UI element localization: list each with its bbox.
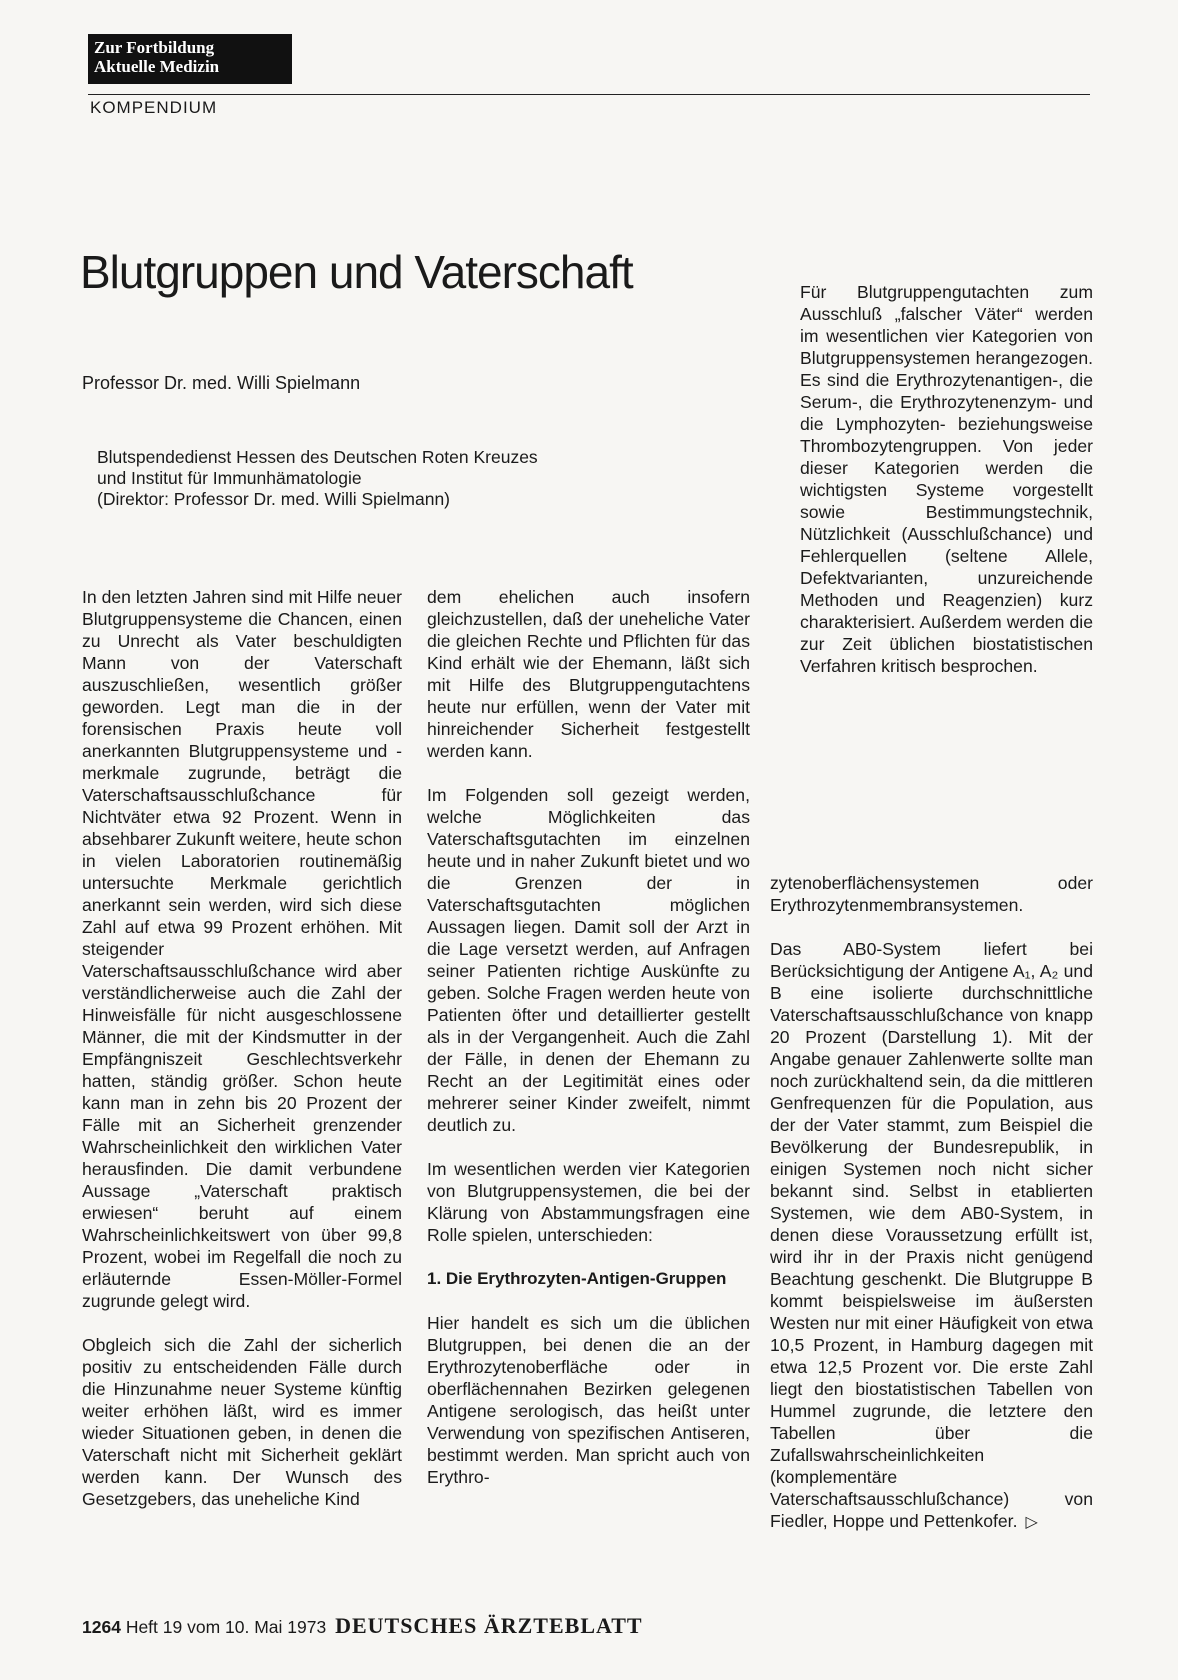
badge-line-2: Aktuelle Medizin bbox=[94, 57, 220, 76]
paragraph: In den letzten Jahren sind mit Hilfe neuer Blutgruppensysteme die Chancen, einen zu Unrecht als Vater beschuldigten Mann von der Vaterschaft auszuschließen, wesentlich größer geworden. Legt man die in der forensischen Praxis heute voll anerkannten Blutgruppensysteme und -merkmale zugrunde, beträgt die Vaterschaftsausschlußchance für Nichtväter etwa 92 Prozent. Wenn in absehbarer Zukunft weitere, heute schon in vielen Laboratorien routinemäßig untersuchte Merkmale gerichtlich anerkannt sein werden, wird sich diese Zahl auf etwa 99 Prozent erhöhen. Mit steigender Vaterschaftsausschlußchance wird aber verständlicherweise auch die Zahl der Hinweisfälle für nicht ausgeschlossene Männer, die mit der Kindsmutter in der Empfängniszeit Geschlechtsverkehr hatten, ständig größer. Schon heute kann man in zehn bis 20 Prozent der Fälle mit an Sicherheit grenzender Wahrscheinlichkeit den wirklichen Vater herausfinden. Die damit verbundene Aussage „Vaterschaft praktisch erwiesen“ beruht auf einem Wahrscheinlichkeitswert von über 99,8 Prozent, wobei im Regelfall die noch zu erläuternde Essen-Möller-Formel zugrunde gelegt wird. bbox=[82, 587, 402, 1311]
paragraph: zytenoberflächensystemen oder Erythrozytenmembransystemen. bbox=[770, 873, 1093, 915]
issue-info: Heft 19 vom 10. Mai 1973 bbox=[125, 1617, 327, 1637]
affiliation bbox=[97, 447, 617, 510]
affiliation-line: (Direktor: Professor Dr. med. Willi Spielmann) bbox=[97, 489, 450, 509]
body-column-2 bbox=[427, 586, 750, 1510]
badge-line-1: Zur Fortbildung bbox=[94, 38, 215, 57]
paragraph: Hier handelt es sich um die üblichen Blutgruppen, bei denen die an der Erythrozytenoberfläche oder in oberflächennahen Bezirken gelegenen Antigene serologisch, das heißt unter Verwendung von spezifischen Antiseren, bestimmt werden. Man spricht auch von Erythro- bbox=[427, 1313, 750, 1487]
section-heading: 1. Die Erythrozyten-Antigen-Gruppen bbox=[427, 1269, 727, 1288]
page-number: 1264 bbox=[82, 1617, 121, 1637]
author: Professor Dr. med. Willi Spielmann bbox=[82, 373, 361, 393]
affiliation-line: und Institut für Immunhämatologie bbox=[97, 468, 362, 488]
body-column-1 bbox=[82, 586, 402, 1532]
paragraph: Im Folgenden soll gezeigt werden, welche Möglichkeiten das Vaterschaftsgutachten im einzelnen heute und in naher Zukunft bietet und wo die Grenzen der in Vaterschaftsgutachten möglichen Aussagen liegen. Damit soll der Arzt in die Lage versetzt werden, auf Anfragen seiner Patienten richtige Auskünfte zu geben. Solche Fragen werden heute von Patienten öfter und detaillierter gestellt als in der Vergangenheit. Auch die Zahl der Fälle, in denen der Ehemann zu Recht an der Legitimität eines oder mehrerer seiner Kinder zweifelt, nimmt deutlich zu. bbox=[427, 785, 750, 1135]
continue-arrow-icon: ▷ bbox=[1025, 1514, 1038, 1531]
body-column-3 bbox=[770, 872, 1093, 1556]
header-rule bbox=[88, 94, 1090, 95]
paragraph-text: Das AB0-System liefert bei Berücksichtigung der Antigene A₁, A₂ und B eine isolierte durchschnittliche Vaterschaftsausschlußchance von knapp 20 Prozent (Darstellung 1). Mit der Angabe genauer Zahlenwerte sollte man noch zurückhaltend sein, da die mittleren Genfrequenzen für die Population, aus der der Vater stammt, zum Beispiel die Bevölkerung der Bundesrepublik, in einigen Systemen noch nicht sicher bekannt sind. Selbst in etablierten Systemen, wie dem AB0-System, in denen diese Voraussetzung erfüllt ist, wird ihr in der Praxis nicht genügend Beachtung geschenkt. Die Blutgruppe B kommt beispielsweise im äußersten Westen nur mit einer Häufigkeit von etwa 10,5 Prozent, in Hamburg dagegen mit etwa 12,5 Prozent vor. Die erste Zahl liegt den biostatistischen Tabellen von Hummel zugrunde, die letztere den Tabellen über die Zufallswahrscheinlichkeiten (komplementäre Vaterschaftsausschlußchance) von Fiedler, Hoppe und Pettenkofer. bbox=[770, 939, 1093, 1531]
paragraph: Im wesentlichen werden vier Kategorien von Blutgruppensystemen, die bei der Klärung von Abstammungsfragen eine Rolle spielen, unterschieden: bbox=[427, 1159, 750, 1245]
abstract bbox=[800, 281, 1093, 699]
article-title: Blutgruppen und Vaterschaft bbox=[80, 246, 633, 298]
journal-name: DEUTSCHES ÄRZTEBLATT bbox=[335, 1613, 643, 1638]
affiliation-line: Blutspendedienst Hessen des Deutschen Roten Kreuzes bbox=[97, 447, 538, 467]
page-footer bbox=[82, 1613, 643, 1639]
paragraph: dem ehelichen auch insofern gleichzustellen, daß der uneheliche Vater die gleichen Rechte und Pflichten für das Kind erhält wie der Ehemann, läßt sich mit Hilfe des Blutgruppengutachtens heute nur erfüllen, wenn der Vater mit hinreichender Sicherheit festgestellt werden kann. bbox=[427, 587, 750, 761]
section-label: KOMPENDIUM bbox=[90, 98, 218, 117]
paragraph bbox=[770, 938, 1093, 1534]
section-badge bbox=[88, 34, 292, 84]
paragraph: Obgleich sich die Zahl der sicherlich positiv zu entscheidenden Fälle durch die Hinzunahme neuer Systeme künftig weiter erhöhen läßt, wird es immer wieder Situationen geben, in denen die Vaterschaft nicht mit Sicherheit geklärt werden kann. Der Wunsch des Gesetzgebers, das uneheliche Kind bbox=[82, 1335, 402, 1509]
abstract-text: Für Blutgruppengutachten zum Ausschluß „falscher Väter“ werden im wesentlichen vier Kategorien von Blutgruppensystemen herangezogen. Es sind die Erythrozytenantigen-, die Serum-, die Erythrozytenenzym- und die Lymphozyten- beziehungsweise Thrombozytengruppen. Von jeder dieser Kategorien werden die wichtigsten Systeme vorgestellt sowie Bestimmungstechnik, Nützlichkeit (Ausschlußchance) und Fehlerquellen (seltene Allele, Defektvarianten, unzureichende Methoden und Reagenzien) kurz charakterisiert. Außerdem werden die zur Zeit üblichen biostatistischen Verfahren kritisch besprochen. bbox=[800, 282, 1093, 676]
